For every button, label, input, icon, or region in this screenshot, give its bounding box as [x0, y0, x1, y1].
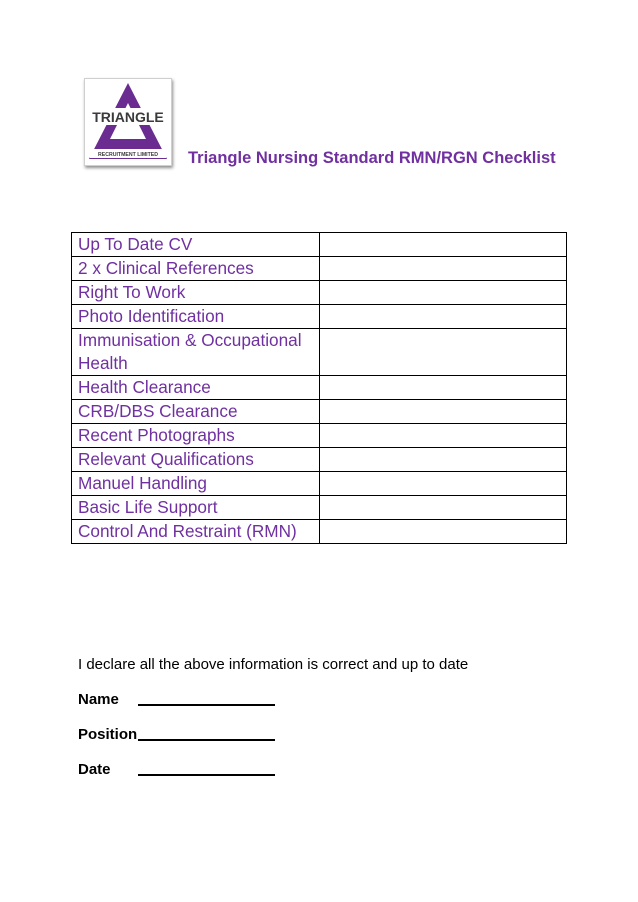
checklist-row [72, 520, 567, 544]
checklist-item-label: CRB/DBS Clearance [72, 400, 320, 424]
checklist-row [72, 257, 567, 281]
name-signature-row [78, 691, 138, 708]
checklist-item-label: Control And Restraint (RMN) [72, 520, 320, 544]
checklist-item-check-cell[interactable] [319, 400, 566, 424]
checklist-item-label: Photo Identification [72, 305, 320, 329]
checklist-item-check-cell[interactable] [319, 376, 566, 400]
name-field[interactable] [138, 704, 275, 706]
checklist-item-label: Up To Date CV [72, 233, 320, 257]
declaration-text: I declare all the above information is correct and up to date [78, 656, 469, 673]
checklist-item-check-cell[interactable] [319, 448, 566, 472]
checklist-row [72, 496, 567, 520]
triangle-logo-icon [85, 79, 171, 165]
checklist-row [72, 400, 567, 424]
checklist-item-check-cell[interactable] [319, 233, 566, 257]
company-logo [84, 78, 172, 166]
checklist-item-label: Right To Work [72, 281, 320, 305]
checklist-item-label: 2 x Clinical References [72, 257, 320, 281]
checklist-item-check-cell[interactable] [319, 520, 566, 544]
checklist-item-label: Recent Photographs [72, 424, 320, 448]
checklist-item-label: Relevant Qualifications [72, 448, 320, 472]
position-field[interactable] [138, 739, 275, 741]
checklist-row [72, 305, 567, 329]
checklist-item-label: Manuel Handling [72, 472, 320, 496]
position-label: Position [78, 726, 138, 743]
checklist-row [72, 376, 567, 400]
checklist-item-label: Basic Life Support [72, 496, 320, 520]
checklist-row [72, 233, 567, 257]
checklist-row [72, 472, 567, 496]
checklist-item-check-cell[interactable] [319, 305, 566, 329]
checklist-row [72, 424, 567, 448]
checklist-item-label: Health Clearance [72, 376, 320, 400]
date-signature-row [78, 761, 138, 778]
checklist-item-check-cell[interactable] [319, 424, 566, 448]
checklist-item-check-cell[interactable] [319, 329, 566, 376]
checklist-table [71, 232, 567, 544]
name-label: Name [78, 691, 119, 708]
checklist-row [72, 281, 567, 305]
date-label: Date [78, 761, 111, 778]
checklist-item-check-cell[interactable] [319, 496, 566, 520]
checklist-row [72, 329, 567, 376]
document-title: Triangle Nursing Standard RMN/RGN Checklist [188, 149, 556, 167]
checklist-item-check-cell[interactable] [319, 472, 566, 496]
position-signature-row [78, 726, 138, 743]
checklist-item-check-cell[interactable] [319, 281, 566, 305]
logo-brand-text: TRIANGLE [92, 109, 164, 125]
date-field[interactable] [138, 774, 275, 776]
logo-tagline-text: RECRUITMENT LIMITED [98, 152, 158, 158]
checklist-item-check-cell[interactable] [319, 257, 566, 281]
checklist-item-label: Immunisation & Occupational Health [72, 329, 320, 376]
checklist-row [72, 448, 567, 472]
